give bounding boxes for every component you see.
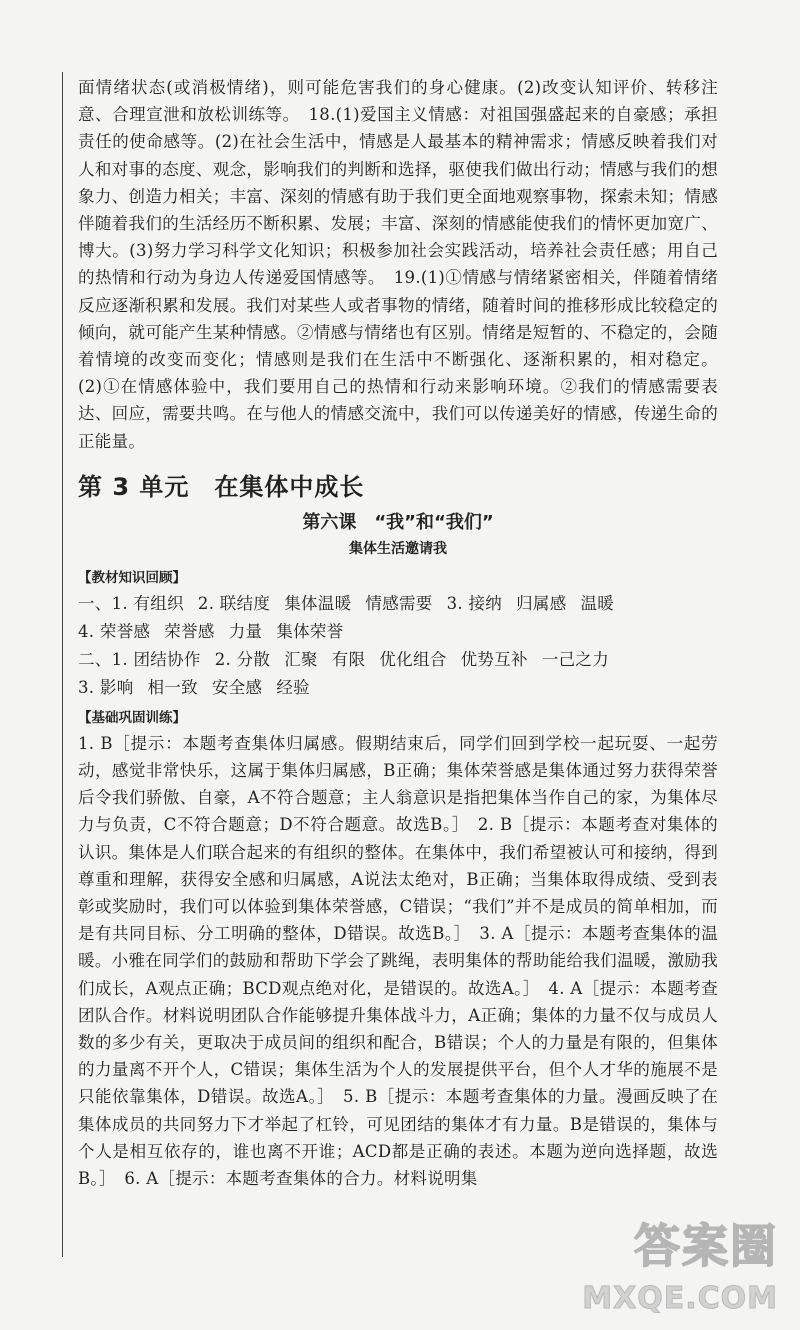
left-margin-rule bbox=[62, 72, 63, 1257]
knowledge-review-heading: 【教材知识回顾】 bbox=[78, 569, 186, 586]
basic-training-heading: 【基础巩固训练】 bbox=[78, 709, 186, 726]
section-subtitle: 集体生活邀请我 bbox=[349, 540, 447, 557]
answer-line: 二、1. 团结协作 2. 分散 汇聚 有限 优化组合 优势互补 一己之力 bbox=[78, 649, 610, 669]
intro-paragraph: 面情绪状态(或消极情绪)，则可能危害我们的身心健康。(2)改变认知评价、转移注意、合理宣泄和放松训练等。 18.(1)爱国主义情感：对祖国强盛起来的自豪感；承担责任的使命感等。(2)在社会生活中，情感是人最基本的精神需求；情感反映着我们对人和对事的态度、观念，影响我们的判断和选择，驱使我们做出行动；情感与我们的想象力、创造力相关；丰富、深刻的情感有助于我们更全面地观察事物，探索未知；情感伴随着我们的生活经历不断积累、发展；丰富、深刻的情感能使我们的情怀更加宽广、博大。(3)努力学习科学文化知识；积极参加社会实践活动，培养社会责任感；用自己的热情和行动为身边人传递爱国情感等。 19.(1)①情感与情绪紧密相关，伴随着情绪反应逐渐积累和发展。我们对某些人或者事物的情绪，随着时间的推移形成比较稳定的倾向，就可能产生某种情感。②情感与情绪也有区别。情绪是短暂的、不稳定的，会随着情境的改变而变化；情感则是我们在生活中不断强化、逐渐积累的，相对稳定。(2)①在情感体验中，我们要用自己的热情和行动来影响环境。②我们的情感需要表达、回应，需要共鸣。在与他人的情感交流中，我们可以传递美好的情感，传递生命的正能量。 bbox=[78, 78, 718, 451]
watermark-logo bbox=[576, 1210, 786, 1320]
basic-training-text: 1. B［提示：本题考查集体归属感。假期结束后，同学们回到学校一起玩耍、一起劳动，感觉非常快乐，这属于集体归属感，B正确；集体荣誉感是集体通过努力获得荣誉后令我们骄傲、自豪，A不符合题意；主人翁意识是指把集体当作自己的家，为集体尽力与负责，C不符合题意；D不符合题意。故选B。］ 2. B［提示：本题考查对集体的认识。集体是人们联合起来的有组织的整体。在集体中，我们希望被认可和接纳，得到尊重和理解，获得安全感和归属感，A说法太绝对，B正确；当集体取得成绩、受到表彰或奖励时，我们可以体验到集体荣誉感，C错误；“我们”并不是成员的简单相加，而是有共同目标、分工明确的整体，D错误。故选B。］ 3. A［提示：本题考查集体的温暖。小雅在同学们的鼓励和帮助下学会了跳绳，表明集体的帮助能给我们温暖，激励我们成长，A观点正确；BCD观点绝对化，是错误的。故选A。］ 4. A［提示：本题考查团队合作。材料说明团队合作能够提升集体战斗力，A正确；集体的力量不仅与成员人数的多少有关，更取决于成员间的组织和配合，B错误；个人的力量是有限的，但集体的力量离不开个人，C错误；集体生活为个人的发展提供平台，但个人才华的施展不是只能依靠集体，D错误。故选A。］ 5. B［提示：本题考查集体的力量。漫画反映了在集体成员的共同努力下才举起了杠铃，可见团结的集体才有力量。B是错误的，集体与个人是相互依存的，谁也离不开谁；ACD都是正确的表述。本题为逆向选择题，故选B。］ 6. A［提示：本题考查集体的合力。材料说明集 bbox=[78, 733, 718, 1189]
answer-line: 3. 影响 相一致 安全感 经验 bbox=[78, 677, 310, 697]
answer-content bbox=[78, 74, 718, 1192]
watermark-top-text: 答案圈 bbox=[634, 1219, 778, 1273]
watermark-bottom-text: MXQE.COM bbox=[582, 1281, 778, 1316]
knowledge-review-answers bbox=[78, 590, 718, 702]
answer-line: 4. 荣誉感 荣誉感 力量 集体荣誉 bbox=[78, 621, 344, 641]
unit-title: 第 3 单元 在集体中成长 bbox=[78, 472, 365, 501]
answer-line: 一、1. 有组织 2. 联结度 集体温暖 情感需要 3. 接纳 归属感 温暖 bbox=[78, 593, 615, 613]
lesson-title: 第六课 “我”和“我们” bbox=[302, 511, 494, 533]
